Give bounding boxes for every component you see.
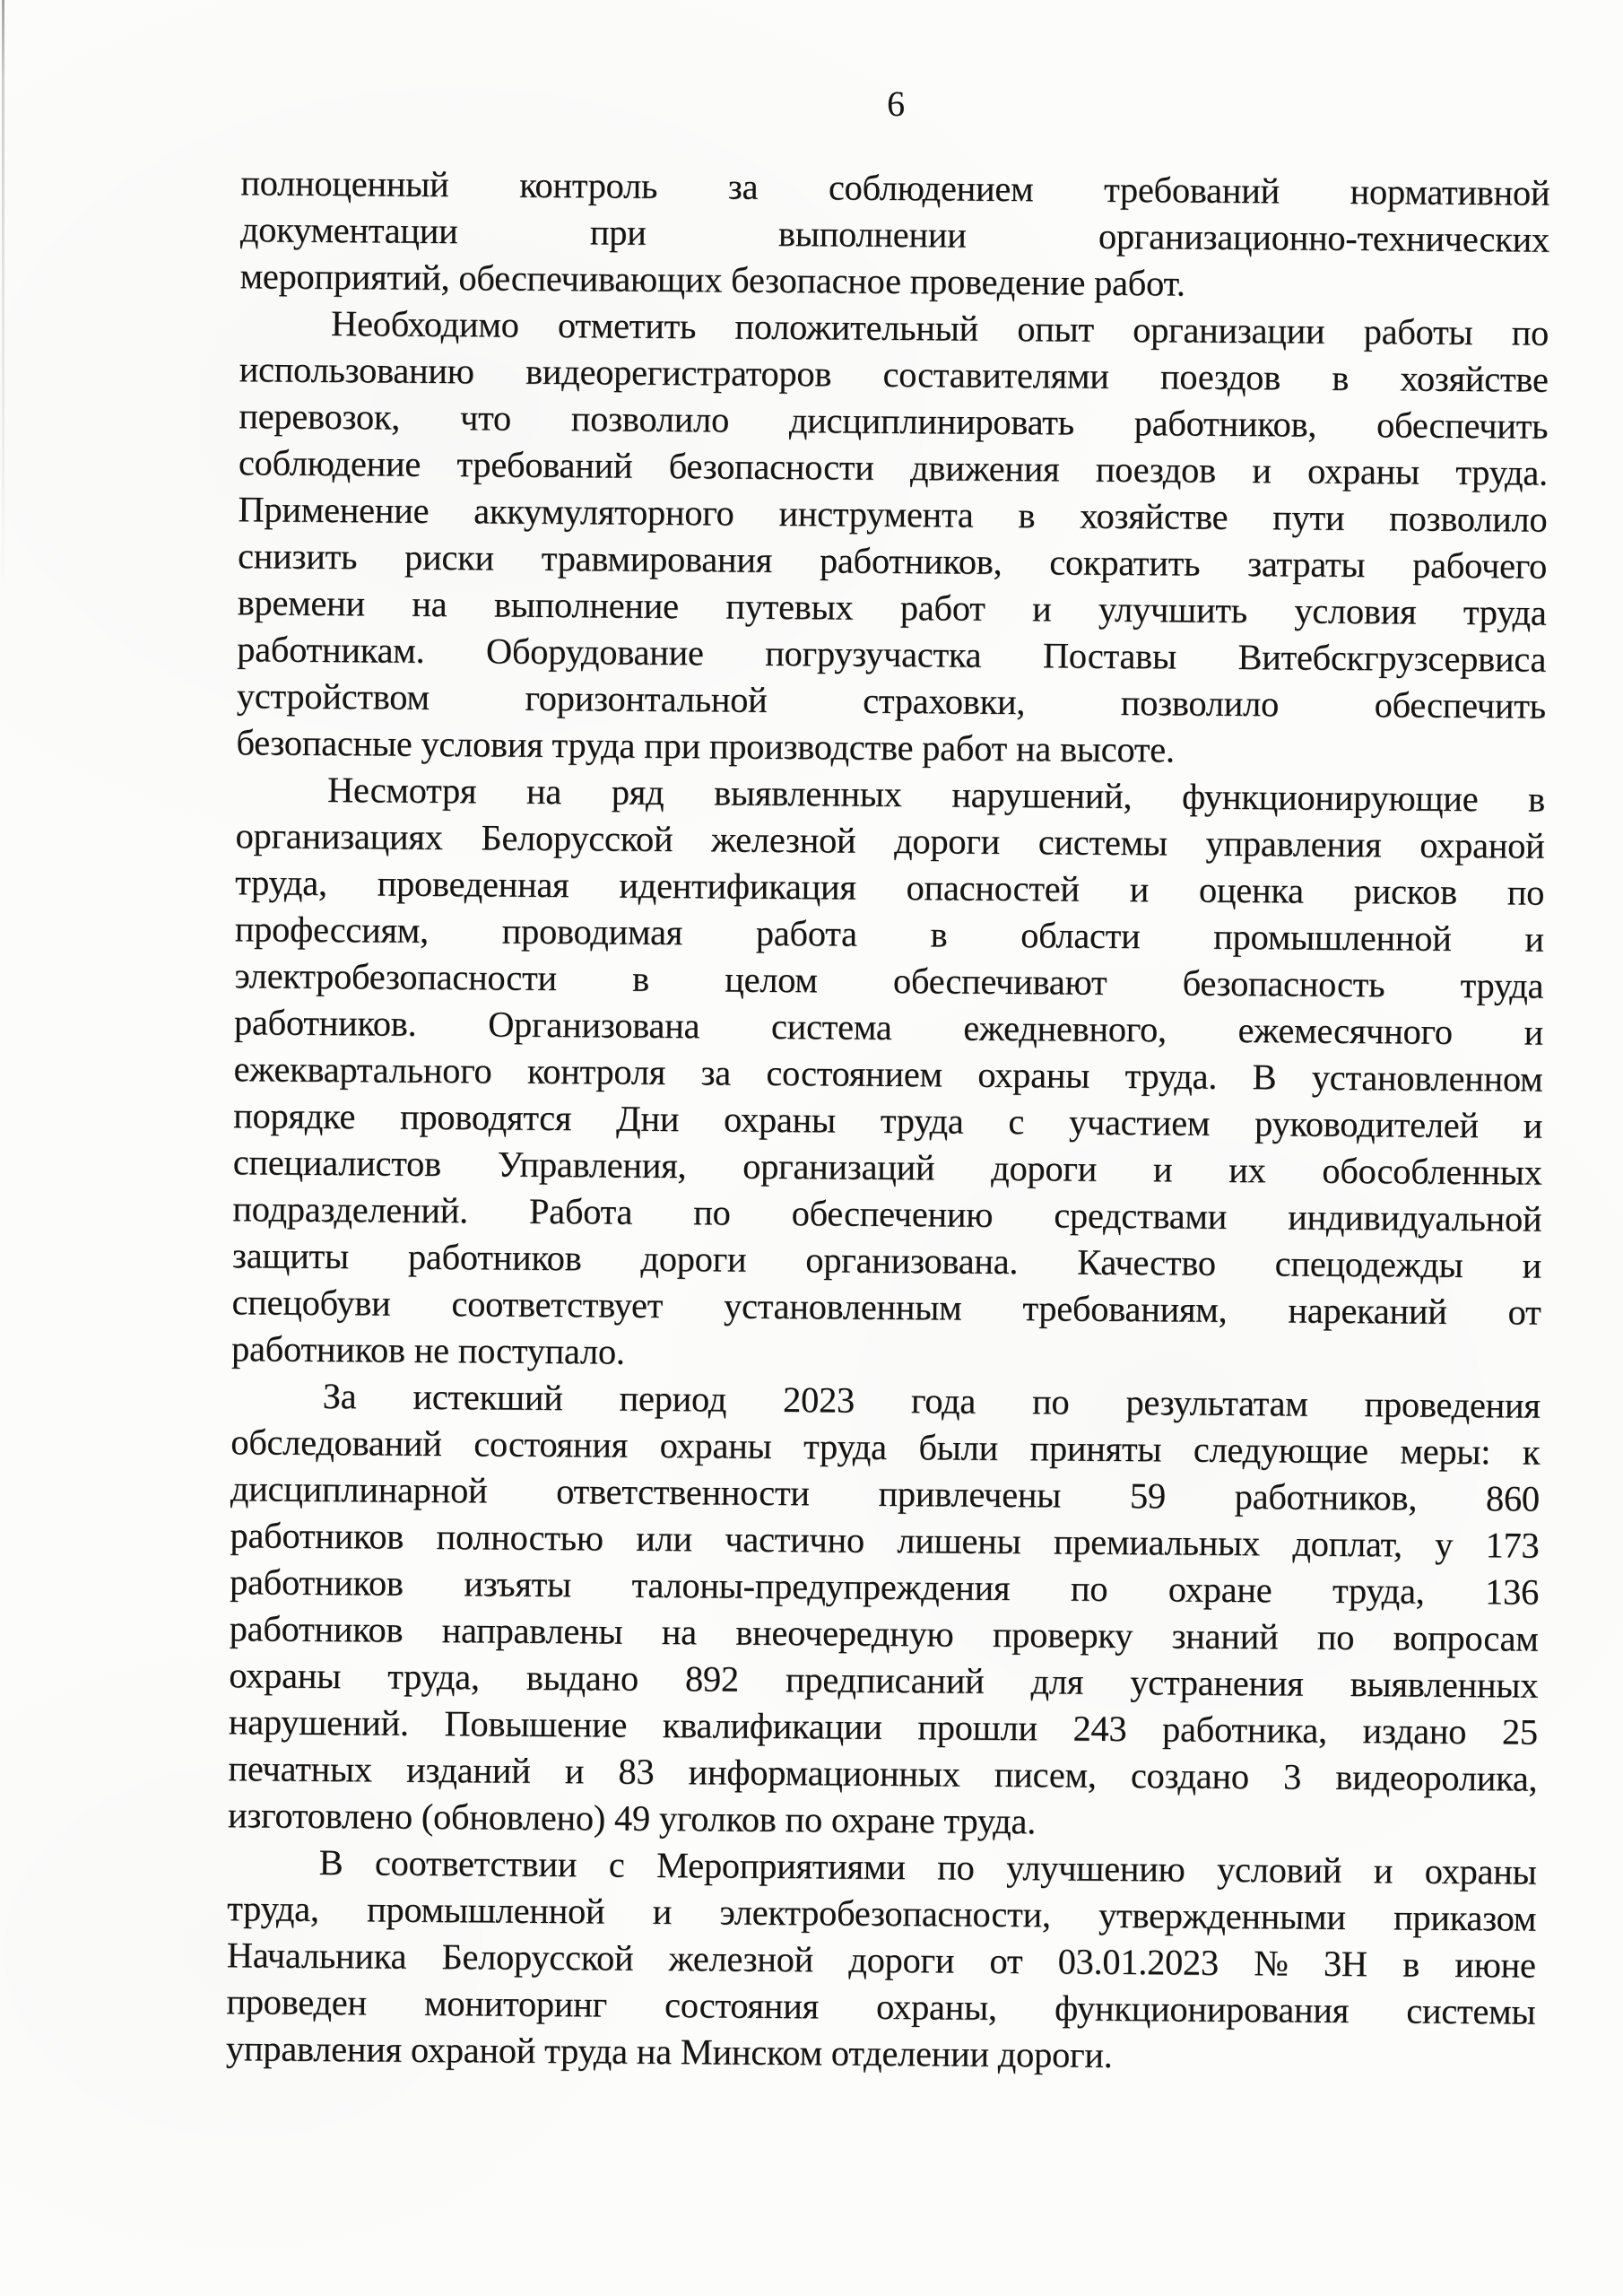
word: Необходимо <box>330 303 519 345</box>
word: работников, <box>819 540 1002 582</box>
word: проводятся <box>399 1096 572 1139</box>
word: или <box>636 1518 693 1560</box>
word: работников <box>229 1608 404 1650</box>
document-text <box>226 160 1550 2082</box>
word: работы <box>1363 311 1473 353</box>
word: обследований <box>230 1422 442 1465</box>
word: железной <box>710 819 856 861</box>
word: что <box>459 397 512 439</box>
word: поездов <box>1095 448 1217 491</box>
word: и <box>1252 450 1271 491</box>
word: безопасность <box>1182 962 1385 1005</box>
word: специалистов <box>232 1142 442 1185</box>
word: порядке <box>233 1095 356 1137</box>
word: по <box>693 1192 731 1233</box>
word: и <box>564 1751 585 1792</box>
word: 25 <box>1501 1711 1539 1752</box>
word: по <box>1511 312 1549 353</box>
word: условия <box>1294 590 1417 632</box>
word: результатам <box>1125 1382 1308 1424</box>
word: поездов <box>1159 356 1281 398</box>
word: в <box>1018 495 1036 536</box>
word: следующие <box>1193 1429 1368 1472</box>
word: труда <box>1462 591 1547 633</box>
word: охраны <box>1306 450 1420 492</box>
word: использованию <box>239 349 474 392</box>
word: и <box>1524 918 1544 960</box>
word: Управления, <box>497 1144 687 1187</box>
word: обеспечивают <box>892 961 1107 1003</box>
word: проведенная <box>377 863 569 906</box>
word: охраны <box>977 1054 1090 1096</box>
word: дороги <box>991 1147 1098 1189</box>
word: работников <box>407 1236 582 1279</box>
word: премиальных <box>1053 1521 1261 1564</box>
word: охраной <box>410 2029 536 2071</box>
word: проведение <box>909 261 1086 303</box>
word: риски <box>404 536 495 578</box>
word: охраны <box>1424 1850 1537 1892</box>
word: обеспечить <box>1376 404 1549 447</box>
word: 136 <box>1484 1571 1540 1613</box>
word: выявленных <box>713 772 902 815</box>
word: по <box>937 1847 975 1888</box>
word: с <box>608 1844 625 1885</box>
word: в <box>1402 1944 1420 1985</box>
word: нормативной <box>1350 170 1550 213</box>
word: охраной <box>1419 824 1545 866</box>
word: выполнение <box>493 584 680 627</box>
word: труда, <box>235 862 327 904</box>
word: отделении <box>830 2032 990 2074</box>
word: позволило <box>1389 498 1548 540</box>
word: лишены <box>897 1520 1021 1562</box>
word: мониторинг <box>423 1982 608 2025</box>
word: выдано <box>525 1657 639 1699</box>
word: обеспечивающих <box>458 257 723 300</box>
word: работ. <box>1093 262 1185 304</box>
word: 892 <box>684 1658 740 1700</box>
word: система <box>770 1005 892 1048</box>
word: положительный <box>734 306 979 349</box>
word: труда. <box>1455 451 1549 493</box>
word: участием <box>1068 1101 1211 1144</box>
word: производстве <box>708 726 914 769</box>
word: условий <box>1216 1848 1342 1891</box>
word: позволило <box>570 398 730 440</box>
word: организаций <box>742 1145 935 1188</box>
word: Мероприятиями <box>655 1844 906 1888</box>
word: Качество <box>1077 1241 1216 1283</box>
word: в <box>1332 357 1350 398</box>
word: работников <box>229 1561 404 1604</box>
word: опасностей <box>906 867 1080 909</box>
page-number: 6 <box>886 83 906 125</box>
word: За <box>322 1376 357 1417</box>
word: работников, <box>1133 403 1317 445</box>
word: № <box>1254 1943 1289 1984</box>
word: приказом <box>1393 1897 1537 1939</box>
word: Витебскгрузсервиса <box>1237 637 1547 680</box>
word: погрузучастка <box>765 632 982 675</box>
word: соблюдение <box>238 442 421 484</box>
word: рабочего <box>1412 544 1548 587</box>
word: инструмента <box>778 492 974 535</box>
word: вопросам <box>1393 1617 1539 1659</box>
paragraph <box>239 160 1549 309</box>
word: безопасные <box>236 722 412 764</box>
word: Применение <box>238 489 430 531</box>
word: с <box>1008 1101 1025 1143</box>
word: дисциплинировать <box>788 400 1075 443</box>
word: работников. <box>233 1002 417 1044</box>
word: на <box>661 1611 698 1653</box>
word: изъяты <box>464 1563 572 1605</box>
word: на <box>525 770 562 813</box>
word: поступало. <box>457 1330 625 1372</box>
word: соответствии <box>374 1842 577 1885</box>
word: Минском <box>680 2031 823 2074</box>
word: руководителей <box>1254 1103 1480 1146</box>
word: защиты <box>231 1235 350 1277</box>
word: высоте. <box>1059 728 1175 770</box>
word: труда <box>880 1100 964 1142</box>
word: системы <box>1037 822 1168 864</box>
word: труда. <box>943 1800 1037 1842</box>
word: труда, <box>1332 1570 1425 1612</box>
word: от <box>989 1940 1023 1982</box>
word: дороги <box>640 1238 747 1280</box>
word: полностью <box>436 1517 603 1559</box>
word: приняты <box>1029 1428 1162 1470</box>
word: охраны <box>229 1655 342 1697</box>
word: дороги <box>894 821 1001 862</box>
word: Несмотря <box>326 770 477 812</box>
word: соответствует <box>451 1283 664 1326</box>
word: В <box>318 1842 343 1883</box>
word: в <box>631 958 650 999</box>
word: установленном <box>1311 1057 1543 1100</box>
word: и <box>1522 1245 1542 1286</box>
word: горизонтальной <box>525 677 768 720</box>
word: целом <box>725 959 818 1001</box>
word: не <box>413 1329 449 1371</box>
word: хозяйстве <box>1080 495 1228 537</box>
word: проведен <box>226 1981 367 2023</box>
word: организации <box>1133 309 1325 352</box>
word: безопасное <box>730 259 901 302</box>
word: труда <box>1460 964 1544 1006</box>
word: охране <box>1167 1569 1272 1611</box>
word: травмирования <box>541 537 773 580</box>
word: промышленной <box>1213 916 1452 959</box>
word: сократить <box>1049 542 1201 584</box>
word: направлены <box>441 1610 623 1652</box>
word: их <box>1228 1149 1266 1191</box>
word: охране <box>830 1799 935 1841</box>
word: видеоролика, <box>1335 1756 1538 1799</box>
word: рисков <box>1353 871 1458 912</box>
word: ежедневного, <box>963 1007 1167 1050</box>
word: работникам. <box>237 629 425 671</box>
word: позволило <box>1120 682 1280 725</box>
word: Белорусской <box>481 817 673 860</box>
word: документации <box>239 209 458 252</box>
paragraph <box>226 1839 1537 2082</box>
word: 860 <box>1485 1478 1541 1519</box>
word: дороги. <box>997 2033 1113 2075</box>
scan-edge-artifact <box>2 0 4 592</box>
word: у <box>1435 1524 1454 1565</box>
word: работников <box>230 1515 404 1557</box>
word: ряд <box>611 771 664 813</box>
word: прошли <box>917 1707 1038 1749</box>
word: доплат, <box>1292 1523 1402 1565</box>
word: (обновлено) <box>421 1796 606 1839</box>
word: управления <box>1205 822 1382 865</box>
word: издано <box>1362 1710 1467 1752</box>
word: полноценный <box>240 162 449 205</box>
word: привлечены <box>878 1473 1062 1516</box>
word: области <box>1020 915 1141 957</box>
word: работа <box>755 912 857 954</box>
word: Дни <box>615 1098 680 1140</box>
word: квалификации <box>662 1705 882 1747</box>
word: устранения <box>1130 1662 1304 1704</box>
word: утвержденными <box>1098 1894 1346 1937</box>
word: по <box>1506 872 1545 913</box>
word: 49 <box>613 1797 651 1839</box>
word: функционирующие <box>1181 776 1479 820</box>
word: работ <box>899 587 985 629</box>
word: частично <box>725 1518 865 1561</box>
word: 83 <box>618 1751 655 1792</box>
word: улучшить <box>1098 588 1248 631</box>
word: июне <box>1454 1944 1536 1986</box>
word: отметить <box>557 305 697 347</box>
word: обеспечить <box>1374 684 1547 726</box>
word: Работа <box>528 1190 633 1232</box>
word: ежемесячного <box>1237 1010 1453 1052</box>
paragraph <box>236 300 1549 776</box>
word: истекший <box>412 1376 563 1419</box>
word: труда, <box>387 1656 480 1698</box>
word: за <box>727 166 759 207</box>
word: за <box>700 1052 732 1093</box>
word: хозяйстве <box>1400 358 1549 400</box>
word: опыт <box>1017 309 1095 350</box>
page-content <box>226 0 1551 2083</box>
word: 173 <box>1485 1525 1540 1566</box>
word: на <box>1015 728 1052 770</box>
word: дороги <box>848 1939 955 1981</box>
word: печатных <box>228 1748 373 1790</box>
word: 3Н <box>1323 1943 1368 1985</box>
word: Повышение <box>444 1703 628 1745</box>
word: талоны-предупреждения <box>631 1564 1011 1609</box>
word: труда, <box>227 1888 319 1930</box>
word: при <box>644 725 701 767</box>
word: требований <box>1103 169 1280 212</box>
word: путевых <box>725 586 854 628</box>
word: нарушений. <box>228 1701 410 1744</box>
word: состоянием <box>766 1052 943 1095</box>
word: 3 <box>1282 1756 1302 1797</box>
word: ежеквартального <box>233 1048 492 1091</box>
word: Поставы <box>1042 635 1177 677</box>
word: года <box>910 1380 976 1422</box>
word: соблюдением <box>828 167 1034 210</box>
word: безопасности <box>668 446 874 488</box>
word: состояния <box>664 1985 820 2027</box>
word: организационно-технических <box>1098 215 1550 260</box>
word: и <box>1152 1149 1173 1190</box>
word: выявленных <box>1350 1664 1539 1706</box>
word: были <box>918 1427 999 1468</box>
word: на <box>412 583 447 625</box>
word: труда <box>543 2030 629 2072</box>
word: снизить <box>237 535 358 578</box>
word: нарушений, <box>951 774 1133 817</box>
word: оценка <box>1198 869 1305 911</box>
word: проводимая <box>501 910 683 953</box>
word: индивидуальной <box>1288 1196 1542 1239</box>
word: движения <box>909 448 1060 490</box>
word: проведения <box>1364 1384 1541 1426</box>
word: профессиям, <box>234 909 430 951</box>
word: ответственности <box>556 1471 810 1514</box>
word: дисциплинарной <box>230 1468 488 1511</box>
word: работников, <box>1234 1476 1418 1518</box>
word: и <box>1129 869 1150 910</box>
word: видеорегистраторов <box>525 351 832 395</box>
word: к <box>1522 1431 1541 1473</box>
paragraph <box>228 1372 1541 1848</box>
word: при <box>589 212 647 253</box>
word: промышленной <box>366 1889 605 1932</box>
word: В <box>1252 1057 1277 1098</box>
word: условия <box>421 723 543 765</box>
word: в <box>930 914 948 955</box>
word: управления <box>225 2028 403 2070</box>
word: электробезопасности <box>234 955 558 999</box>
word: электробезопасности, <box>719 1892 1051 1935</box>
word: работника, <box>1161 1709 1328 1751</box>
word: аккумуляторного <box>473 491 734 534</box>
word: труда <box>551 725 636 766</box>
word: на <box>636 2031 673 2073</box>
word: работ <box>922 727 1008 769</box>
word: 243 <box>1072 1708 1127 1750</box>
word: и <box>1031 588 1052 630</box>
word: организациях <box>235 815 443 858</box>
word: Оборудование <box>485 631 704 674</box>
word: и <box>1523 1012 1544 1053</box>
word: мероприятий, <box>239 256 450 299</box>
word: Организована <box>488 1004 700 1047</box>
word: 2023 <box>782 1379 855 1421</box>
word: охраны <box>659 1424 772 1466</box>
word: идентификация <box>619 865 856 908</box>
word: обеспечению <box>791 1193 994 1235</box>
word: изданий <box>405 1749 531 1791</box>
word: от <box>1507 1292 1541 1333</box>
word: по <box>1031 1381 1070 1422</box>
word: спецодежды <box>1274 1243 1463 1286</box>
word: установленным <box>723 1285 962 1328</box>
word: внеочередную <box>735 1612 954 1655</box>
word: подразделений. <box>232 1188 469 1231</box>
word: составителями <box>882 353 1109 396</box>
word: 59 <box>1129 1475 1167 1517</box>
word: охраны <box>723 1099 837 1141</box>
word: средствами <box>1054 1195 1228 1237</box>
word: функционирования <box>1054 1987 1350 2031</box>
word: 03.01.2023 <box>1057 1941 1219 1983</box>
word: Белорусской <box>441 1936 634 1979</box>
word: по <box>785 1799 823 1840</box>
word: по <box>1316 1616 1355 1658</box>
word: пути <box>1272 497 1345 538</box>
word: требованиям, <box>1022 1288 1228 1330</box>
word: спецобуви <box>231 1282 391 1324</box>
word: Начальника <box>226 1935 407 1977</box>
word: создано <box>1130 1755 1250 1797</box>
word: и <box>652 1891 673 1933</box>
word: системы <box>1406 1990 1536 2032</box>
word: требований <box>456 444 633 486</box>
word: и <box>1523 1105 1543 1146</box>
word: контроля <box>526 1050 666 1093</box>
word: организована. <box>805 1239 1019 1283</box>
word: состояния <box>473 1423 629 1465</box>
word: информационных <box>688 1752 960 1795</box>
word: проверку <box>992 1613 1133 1657</box>
word: улучшению <box>1006 1848 1185 1890</box>
word: и <box>1373 1850 1393 1892</box>
word: период <box>619 1378 727 1420</box>
word: обособленных <box>1322 1150 1542 1193</box>
word: меры: <box>1400 1431 1491 1473</box>
word: знаний <box>1171 1615 1279 1657</box>
word: перевозок, <box>239 396 401 438</box>
word: труда <box>803 1426 887 1467</box>
paragraph <box>231 766 1545 1382</box>
word: охраны, <box>875 1986 997 2028</box>
word: контроль <box>519 164 658 206</box>
word: нареканий <box>1288 1290 1447 1332</box>
word: труда. <box>1124 1056 1218 1097</box>
word: устройством <box>236 675 430 718</box>
word: работников <box>230 1328 405 1370</box>
word: уголков <box>658 1797 777 1840</box>
word: предписаний <box>785 1659 985 1701</box>
word: затраты <box>1247 544 1366 586</box>
word: изготовлено <box>227 1795 413 1837</box>
word: выполнении <box>777 213 967 256</box>
word: писем, <box>994 1753 1097 1796</box>
word: времени <box>237 582 366 624</box>
word: по <box>1070 1568 1108 1609</box>
word: для <box>1030 1661 1084 1702</box>
word: страховки, <box>863 680 1026 723</box>
word: в <box>1527 778 1546 820</box>
word: железной <box>668 1938 814 1980</box>
